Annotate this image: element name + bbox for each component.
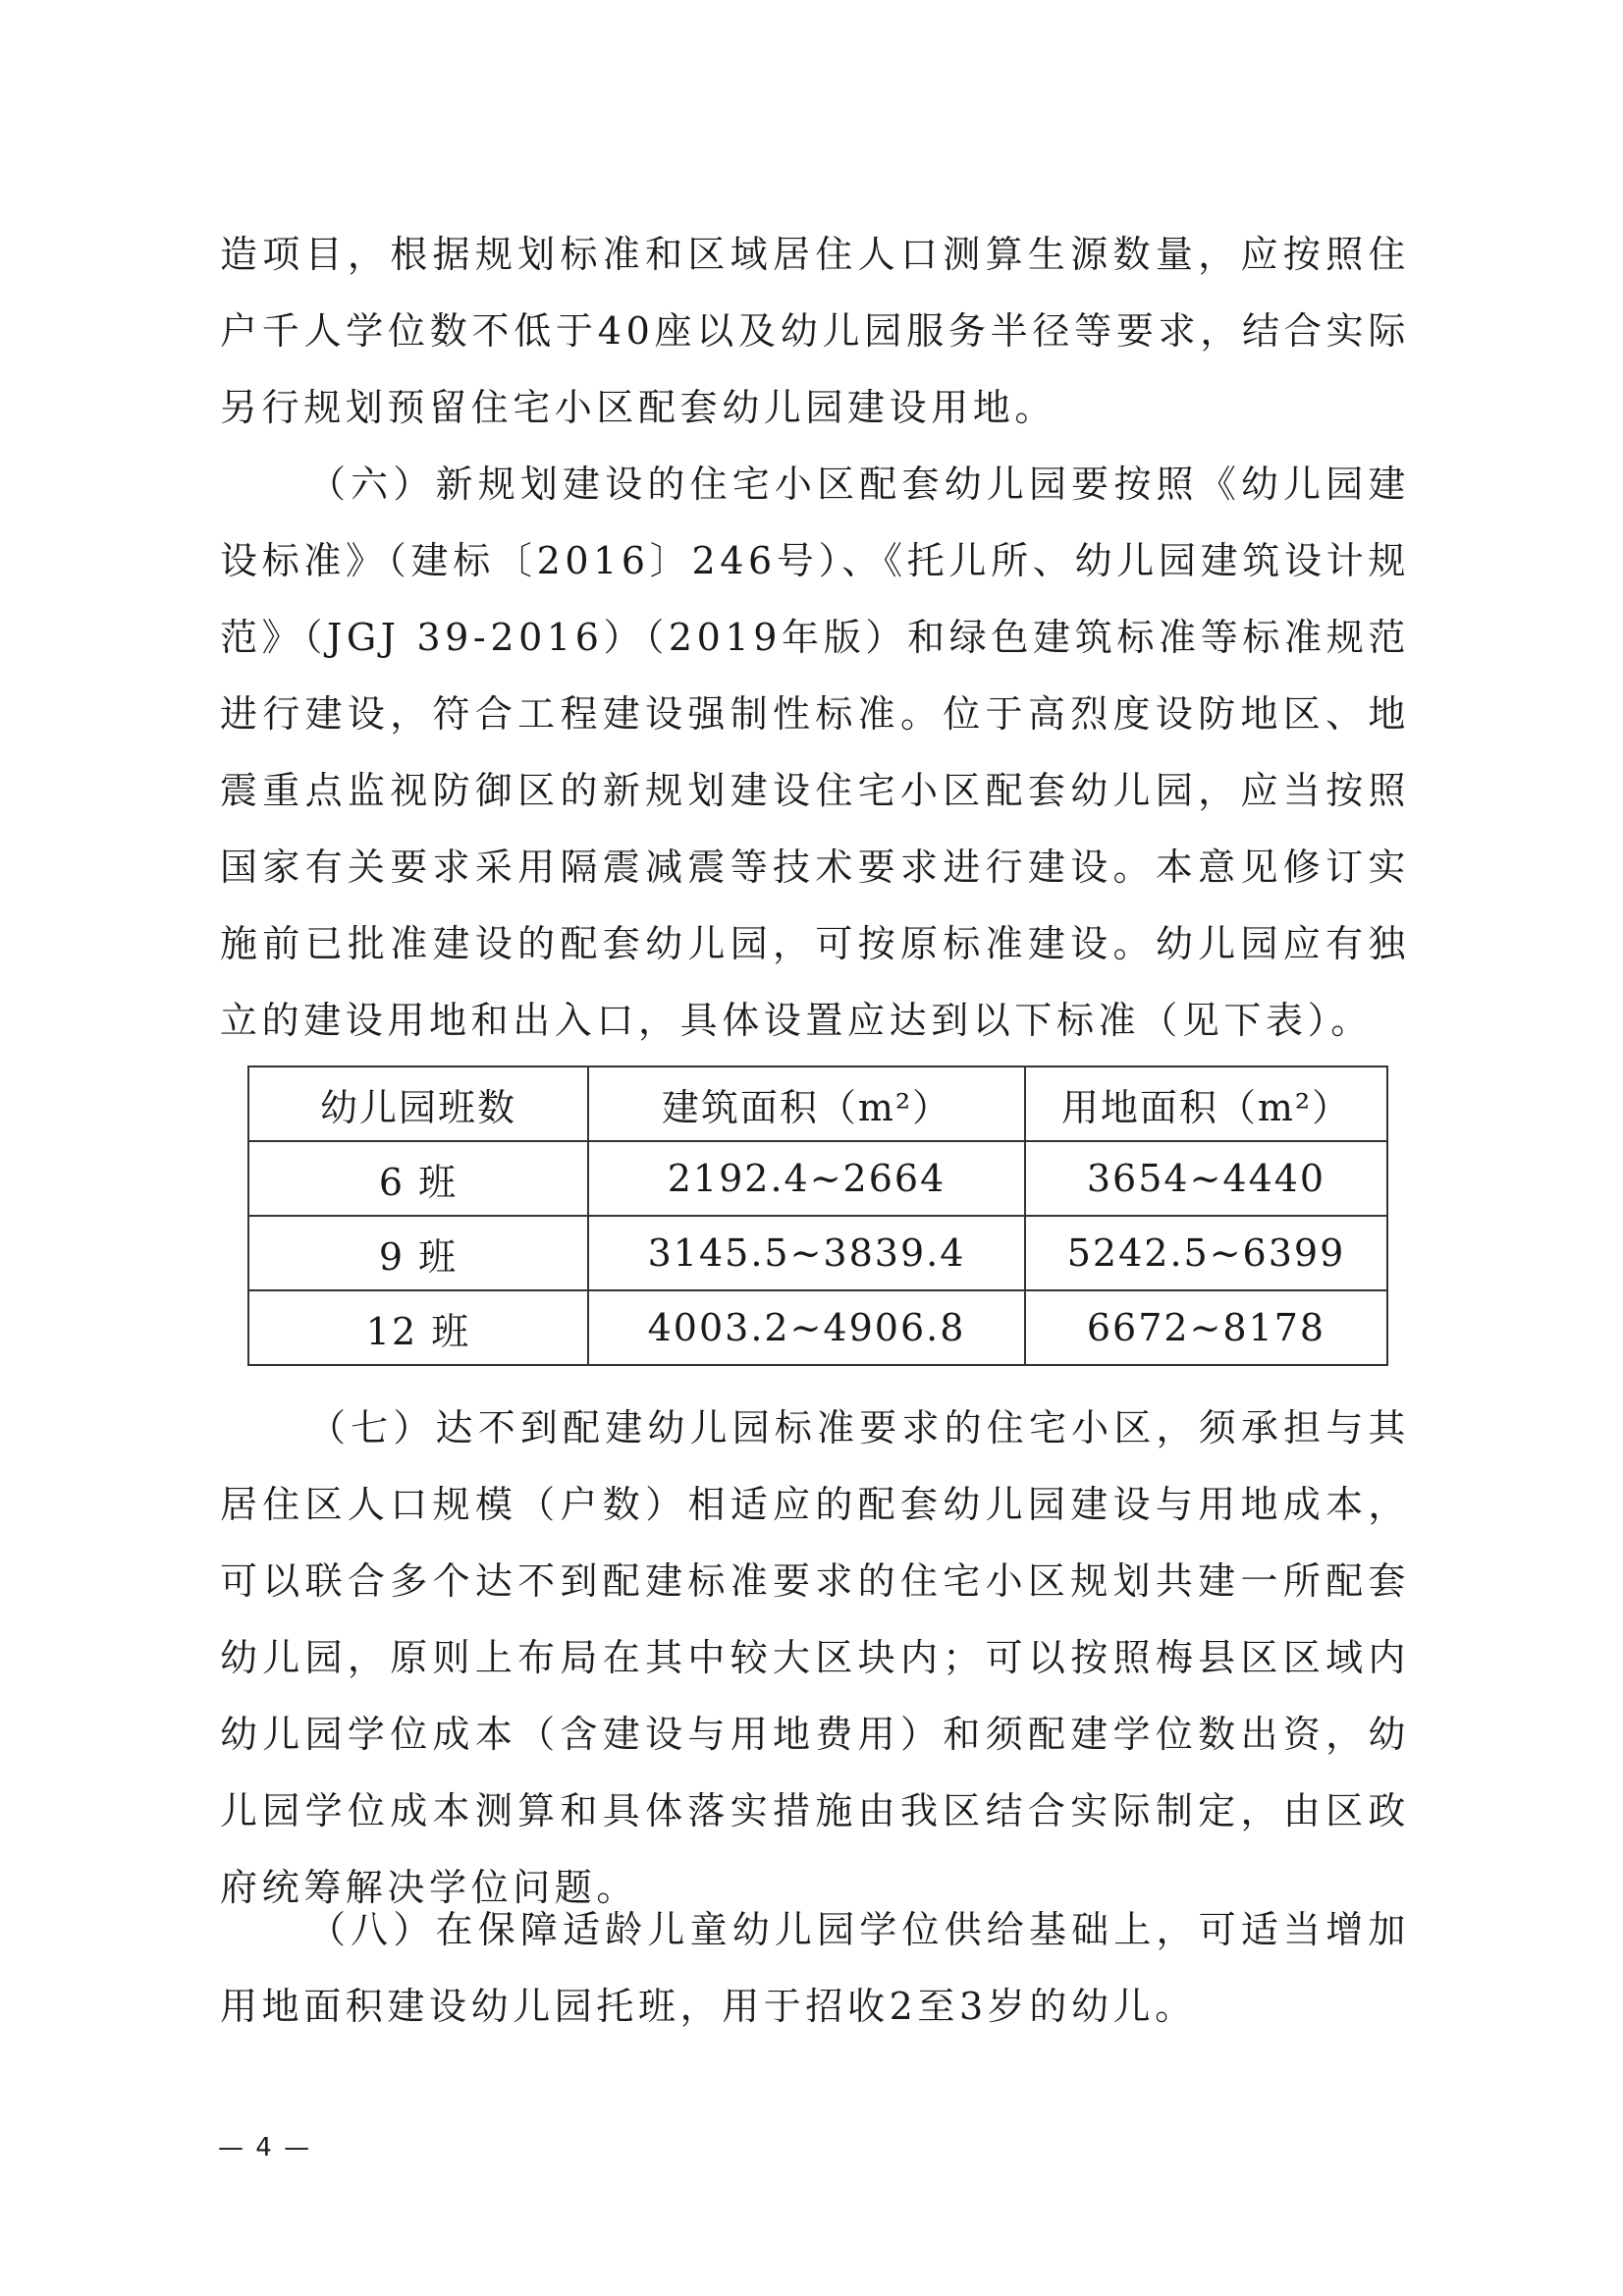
table-row: [248, 1216, 1387, 1290]
kindergarten-area-table: [247, 1066, 1386, 1366]
cell-land-area: 3654~4440: [1025, 1141, 1387, 1216]
table-row: [248, 1141, 1387, 1216]
header-class-count: 幼儿园班数: [248, 1066, 588, 1141]
table-header-row: [248, 1066, 1387, 1141]
cell-class-count: 9 班: [248, 1216, 588, 1290]
cell-class-count: 12 班: [248, 1290, 588, 1365]
header-land-area: 用地面积（m²）: [1025, 1066, 1387, 1141]
cell-building-area: 2192.4~2664: [588, 1141, 1025, 1216]
standards-table: [247, 1066, 1388, 1366]
cell-building-area: 4003.2~4906.8: [588, 1290, 1025, 1365]
table-row: [248, 1290, 1387, 1365]
page-number: — 4 —: [218, 2133, 312, 2162]
cell-building-area: 3145.5~3839.4: [588, 1216, 1025, 1290]
paragraph-section-7: （七）达不到配建幼儿园标准要求的住宅小区，须承担与其居住区人口规模（户数）相适应的配套幼儿园建设与用地成本，可以联合多个达不到配建标准要求的住宅小区规划共建一所配套幼儿园，原则上布局在其中较大区块内；可以按照梅县区区域内幼儿园学位成本（含建设与用地费用）和须配建学位数出资，幼儿园学位成本测算和具体落实措施由我区结合实际制定，由区政府统筹解决学位问题。: [220, 1406, 1410, 1909]
cell-land-area: 5242.5~6399: [1025, 1216, 1387, 1290]
paragraph-continuation: 造项目，根据规划标准和区域居住人口测算生源数量，应按照住户千人学位数不低于40座以及幼儿园服务半径等要求，结合实际另行规划预留住宅小区配套幼儿园建设用地。: [220, 233, 1410, 429]
paragraph-section-8: （八）在保障适龄儿童幼儿园学位供给基础上，可适当增加用地面积建设幼儿园托班，用于招收2至3岁的幼儿。: [220, 1908, 1410, 2028]
cell-land-area: 6672~8178: [1025, 1290, 1387, 1365]
header-building-area: 建筑面积（m²）: [588, 1066, 1025, 1141]
cell-class-count: 6 班: [248, 1141, 588, 1216]
paragraph-section-6: （六）新规划建设的住宅小区配套幼儿园要按照《幼儿园建设标准》（建标〔2016〕246号）、《托儿所、幼儿园建筑设计规范》（JGJ 39-2016）（2019年版）和绿色建筑标准等标准规范进行建设，符合工程建设强制性标准。位于高烈度设防地区、地震重点监视防御区的新规划建设住宅小区配套幼儿园，应当按照国家有关要求采用隔震减震等技术要求进行建设。本意见修订实施前已批准建设的配套幼儿园，可按原标准建设。幼儿园应有独立的建设用地和出入口，具体设置应达到以下标准（见下表）。: [220, 463, 1410, 1042]
